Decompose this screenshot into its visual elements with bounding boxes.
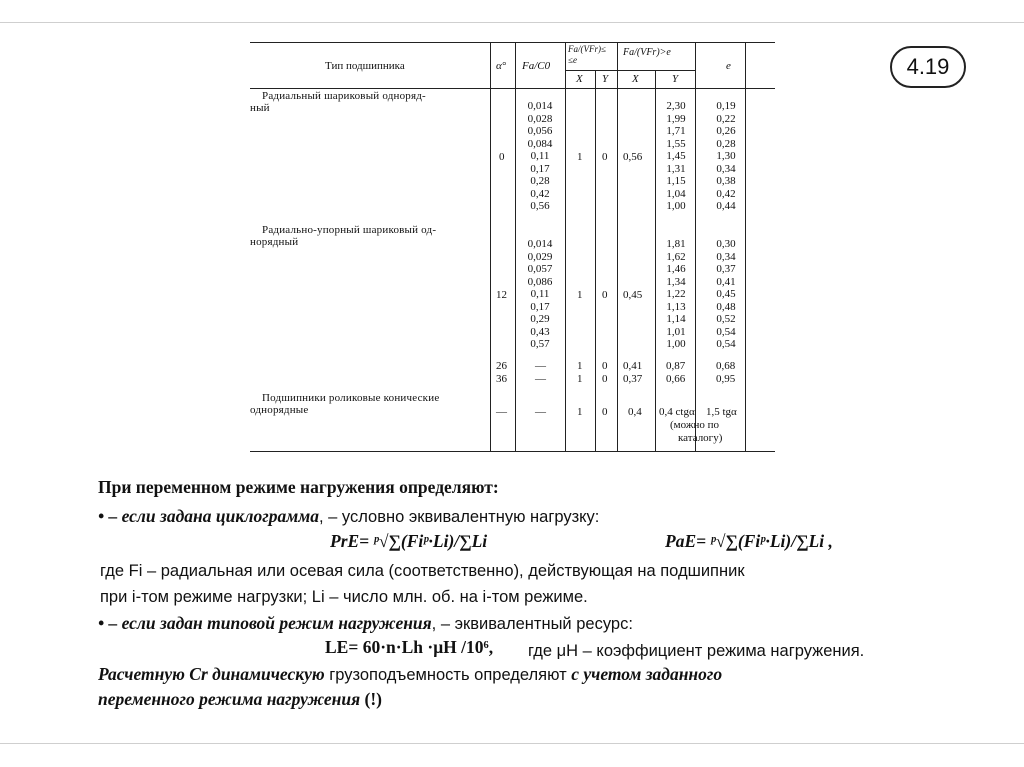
row26-x1: 1 bbox=[577, 360, 583, 372]
roller-name-line2: однорядные bbox=[250, 404, 309, 416]
row36-y1: 0 bbox=[602, 373, 608, 385]
formula-le: LE= 60·n·Lh ·μH /10⁶, bbox=[325, 637, 494, 657]
group1-y2-col: 2,30 1,99 1,71 1,55 1,45 1,31 1,15 1,04 1,00 bbox=[666, 100, 686, 212]
row26-y1: 0 bbox=[602, 360, 608, 372]
group2-name-line1: Радиально-упорный шариковый од- bbox=[262, 224, 437, 236]
roller-note1: (можно по bbox=[670, 419, 719, 431]
row26-x2: 0,41 bbox=[623, 360, 643, 372]
group2-y1: 0 bbox=[602, 289, 608, 301]
group2-x2: 0,45 bbox=[623, 289, 643, 301]
formula-re: PrE= ᵖ√∑(Fiᵖ·Li)/∑Li bbox=[330, 531, 488, 551]
conclusion-line2 bbox=[98, 688, 382, 710]
group1-x1: 1 bbox=[577, 151, 583, 163]
conclusion-bold-a: Расчетную Cr динамическую bbox=[98, 664, 325, 684]
roller-note2: каталогу) bbox=[678, 432, 723, 444]
header-alpha: α° bbox=[496, 60, 507, 72]
group2-y2-col: 1,81 1,62 1,46 1,34 1,22 1,13 1,14 1,01 1,00 bbox=[666, 238, 686, 350]
slide-number-badge: 4.19 bbox=[890, 46, 966, 88]
group2-alpha: 12 bbox=[496, 289, 507, 301]
formula-ae: PaE= ᵖ√∑(Fiᵖ·Li)/∑Li , bbox=[665, 531, 833, 551]
header-gt-e: Fa/(VFr)>e bbox=[623, 47, 671, 58]
header-type: Тип подшипника bbox=[325, 60, 405, 72]
roller-x2: 0,4 bbox=[628, 406, 642, 418]
header-y1: Y bbox=[602, 73, 609, 85]
group1-y1: 0 bbox=[602, 151, 608, 163]
row36-fa: — bbox=[535, 373, 546, 385]
where-line2: при i-том режиме нагрузки; Li – число млн. об. на i-том режиме. bbox=[100, 588, 588, 606]
roller-e: 1,5 tgα bbox=[706, 406, 737, 418]
bullet1-bold: • – если задана циклограмма bbox=[98, 506, 319, 526]
group1-name-line2: ный bbox=[250, 102, 270, 114]
conclusion-bold-c: с учетом заданного bbox=[571, 664, 723, 684]
header-le-e: Fa/(VFr)≤ ≤e bbox=[568, 44, 606, 65]
row26-e: 0,68 bbox=[716, 360, 736, 372]
row26-fa: — bbox=[535, 360, 546, 372]
bullet2-rest: , – эквивалентный ресурс: bbox=[431, 615, 633, 633]
row36-x1: 1 bbox=[577, 373, 583, 385]
row36-y2: 0,66 bbox=[666, 373, 686, 385]
roller-alpha: — bbox=[496, 406, 507, 418]
header-x1: X bbox=[576, 73, 583, 85]
group1-fa-c0-col: 0,014 0,028 0,056 0,084 0,11 0,17 0,28 0,42 0,56 bbox=[527, 100, 553, 212]
roller-fa: — bbox=[535, 406, 546, 418]
roller-name-line1: Подшипники роликовые конические bbox=[262, 392, 440, 404]
group2-name-line2: норядный bbox=[250, 236, 299, 248]
roller-y1: 0 bbox=[602, 406, 608, 418]
bullet1-rest: , – условно эквивалентную нагрузку: bbox=[318, 508, 600, 526]
header-fa-c0: Fa/C0 bbox=[522, 60, 551, 72]
bullet2-bold: • – если задан типовой режим нагружения bbox=[98, 613, 432, 633]
row36-x2: 0,37 bbox=[623, 373, 643, 385]
group1-x2: 0,56 bbox=[623, 151, 643, 163]
conclusion-rest: грузоподъемность определяют bbox=[324, 666, 572, 684]
formula-le-note: где μH – коэффициент режима нагружения. bbox=[528, 642, 865, 660]
header-e: e bbox=[726, 60, 731, 72]
row36-alpha: 36 bbox=[496, 373, 507, 385]
group1-e-col: 0,19 0,22 0,26 0,28 1,30 0,34 0,38 0,42 0,44 bbox=[716, 100, 736, 212]
conclusion-end: (!) bbox=[360, 689, 382, 709]
group1-name-line1: Радиальный шариковый одноряд- bbox=[262, 90, 426, 102]
where-line1: где Fi – радиальная или осевая сила (соответственно), действующая на подшипник bbox=[100, 562, 745, 580]
conclusion-line1 bbox=[98, 663, 722, 686]
roller-x1: 1 bbox=[577, 406, 583, 418]
group1-alpha: 0 bbox=[499, 151, 505, 163]
group2-e-col: 0,30 0,34 0,37 0,41 0,45 0,48 0,52 0,54 0,54 bbox=[716, 238, 736, 350]
row26-alpha: 26 bbox=[496, 360, 507, 372]
bearing-table bbox=[250, 42, 775, 452]
row36-e: 0,95 bbox=[716, 373, 736, 385]
roller-y2: 0,4 ctgα bbox=[659, 406, 695, 418]
group2-x1: 1 bbox=[577, 289, 583, 301]
row26-y2: 0,87 bbox=[666, 360, 686, 372]
header-x2: X bbox=[632, 73, 639, 85]
header-y2: Y bbox=[672, 73, 679, 85]
bullet2 bbox=[98, 612, 633, 635]
conclusion-bold-line2: переменного режима нагружения bbox=[98, 689, 361, 709]
bullet1 bbox=[98, 505, 599, 528]
group2-fa-c0-col: 0,014 0,029 0,057 0,086 0,11 0,17 0,29 0,43 0,57 bbox=[527, 238, 553, 350]
heading: При переменном режиме нагружения определяют: bbox=[98, 477, 499, 497]
